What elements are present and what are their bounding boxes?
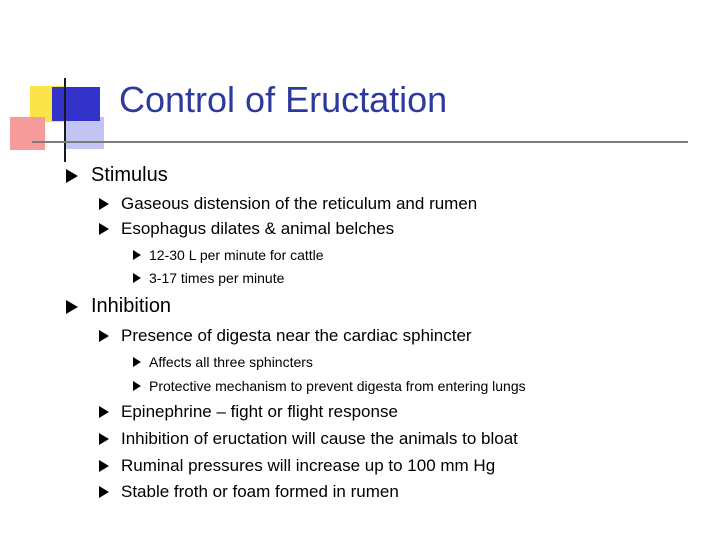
bullet-arrow-icon bbox=[133, 273, 141, 283]
bullet-arrow-icon bbox=[99, 433, 109, 445]
bullet-item bbox=[66, 295, 171, 318]
bullet-text: Stable froth or foam formed in rumen bbox=[121, 482, 399, 501]
bullet-arrow-icon bbox=[133, 381, 141, 391]
bullet-item bbox=[99, 194, 477, 214]
bullet-text: Presence of digesta near the cardiac sphincter bbox=[121, 326, 472, 345]
bullet-item bbox=[133, 378, 526, 394]
slide-title: Control of Eructation bbox=[119, 79, 448, 120]
bullet-item bbox=[133, 270, 284, 286]
bullet-text: Inhibition bbox=[91, 295, 172, 317]
bullet-item bbox=[99, 456, 495, 476]
bullet-text: 12-30 L per minute for cattle bbox=[149, 247, 324, 263]
decor-vertical-line bbox=[64, 78, 66, 162]
decor-lavender-square bbox=[66, 117, 104, 149]
bullet-arrow-icon bbox=[66, 300, 78, 314]
bullet-arrow-icon bbox=[99, 460, 109, 472]
bullet-arrow-icon bbox=[133, 250, 141, 260]
bullet-item bbox=[99, 326, 472, 346]
bullet-arrow-icon bbox=[99, 330, 109, 342]
bullet-arrow-icon bbox=[99, 198, 109, 210]
bullet-item bbox=[66, 164, 168, 187]
bullet-text: Protective mechanism to prevent digesta from entering lungs bbox=[149, 378, 526, 394]
title-divider bbox=[32, 141, 688, 143]
bullet-text: Affects all three sphincters bbox=[149, 354, 313, 370]
bullet-text: Ruminal pressures will increase up to 100 mm Hg bbox=[121, 456, 496, 475]
bullet-item bbox=[99, 402, 398, 422]
bullet-arrow-icon bbox=[99, 486, 109, 498]
bullet-item bbox=[99, 482, 399, 502]
decor-blue-square bbox=[52, 87, 100, 121]
bullet-text: Epinephrine – fight or flight response bbox=[121, 402, 398, 421]
bullet-arrow-icon bbox=[99, 406, 109, 418]
bullet-item bbox=[99, 219, 394, 239]
bullet-text: Gaseous distension of the reticulum and rumen bbox=[121, 194, 478, 213]
bullet-text: 3-17 times per minute bbox=[149, 270, 285, 286]
bullet-text: Inhibition of eructation will cause the animals to bloat bbox=[121, 429, 518, 448]
bullet-item bbox=[133, 354, 313, 370]
bullet-arrow-icon bbox=[133, 357, 141, 367]
bullet-item bbox=[99, 429, 518, 449]
bullet-text: Stimulus bbox=[91, 164, 168, 186]
bullet-arrow-icon bbox=[99, 223, 109, 235]
bullet-text: Esophagus dilates & animal belches bbox=[121, 219, 395, 238]
decor-red-square bbox=[10, 117, 45, 150]
bullet-item bbox=[133, 247, 324, 263]
bullet-arrow-icon bbox=[66, 169, 78, 183]
